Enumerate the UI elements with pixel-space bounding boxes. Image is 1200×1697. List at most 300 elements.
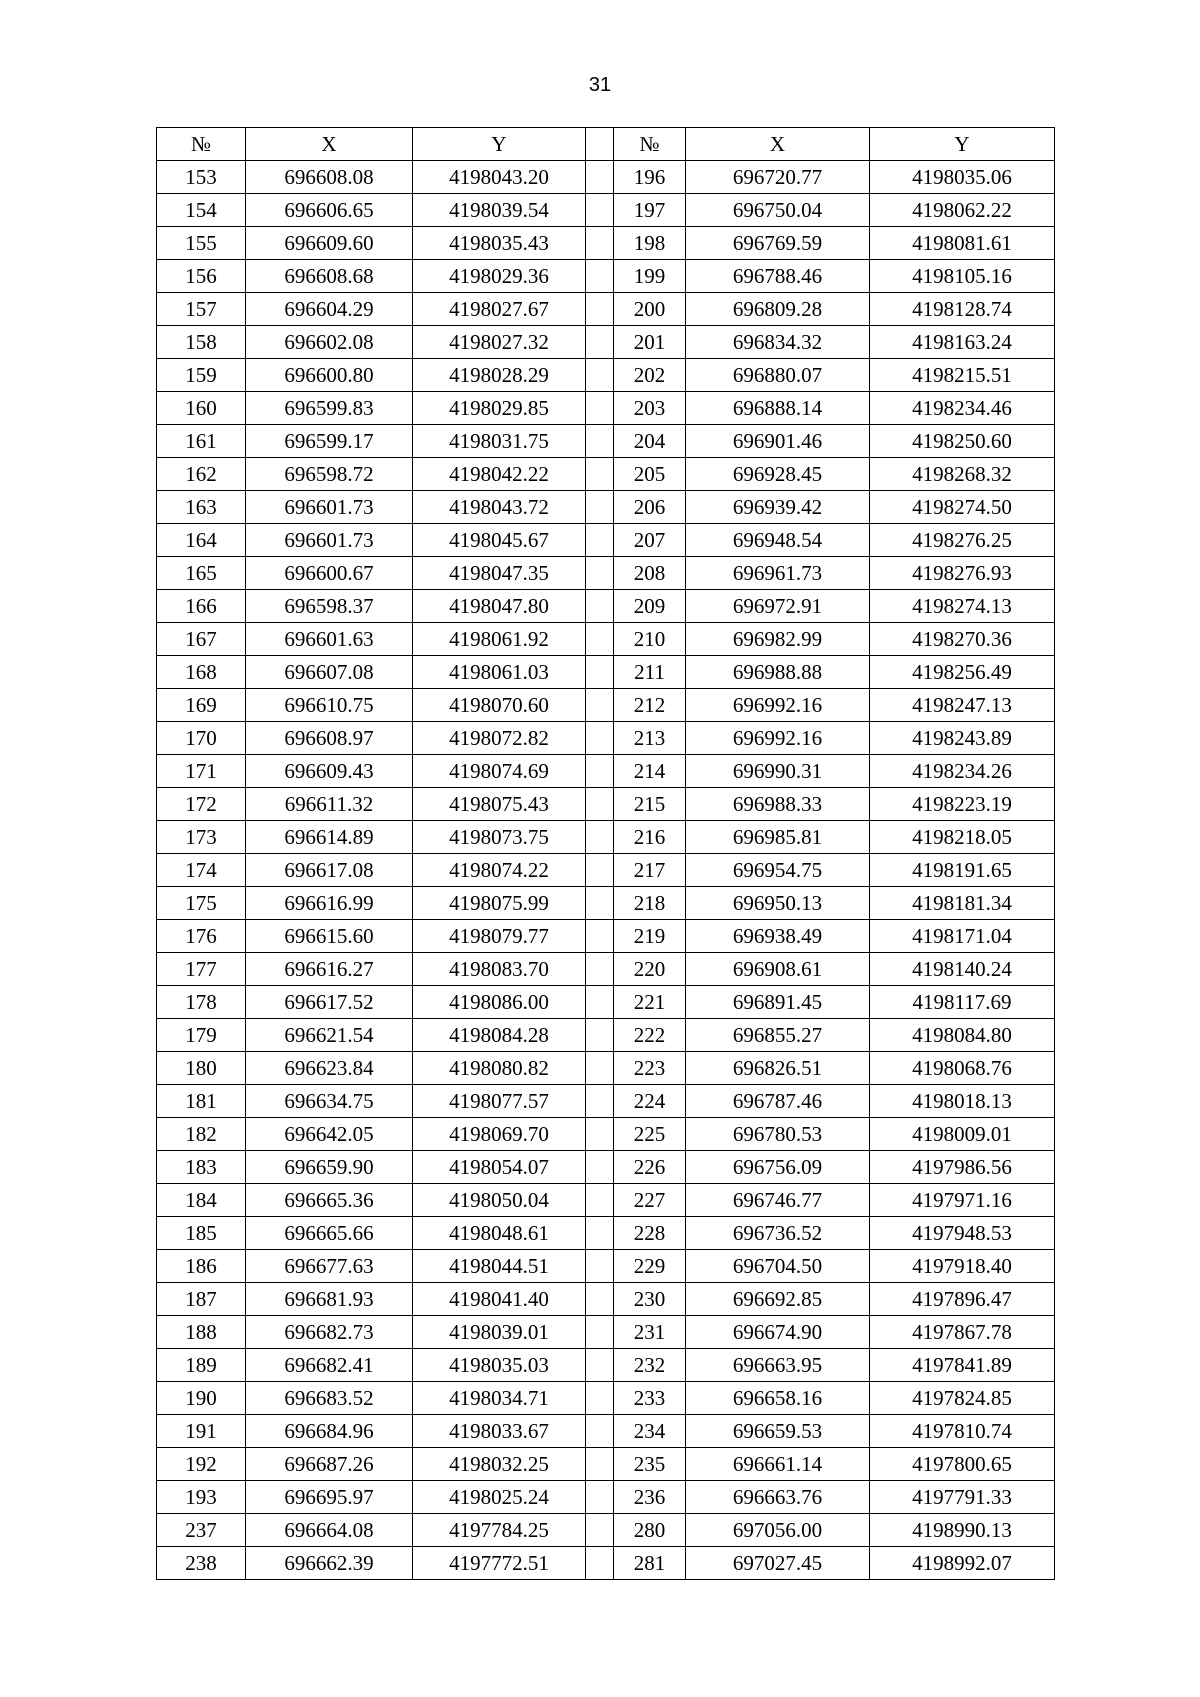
table-row: [157, 1481, 1055, 1514]
y-value-right: 4198274.50: [870, 491, 1055, 524]
y-value-left: 4198035.03: [413, 1349, 586, 1382]
table-row: [157, 920, 1055, 953]
point-number-right: 206: [614, 491, 686, 524]
y-value-right: 4198068.76: [870, 1052, 1055, 1085]
spacer-cell: [586, 1448, 614, 1481]
y-value-left: 4198048.61: [413, 1217, 586, 1250]
x-value-left: 696665.66: [246, 1217, 413, 1250]
table-row: [157, 1349, 1055, 1382]
header-y-left: Y: [413, 128, 586, 161]
spacer-cell: [586, 293, 614, 326]
header-number-right: №: [614, 128, 686, 161]
x-value-right: 696826.51: [686, 1052, 870, 1085]
y-value-right: 4198247.13: [870, 689, 1055, 722]
spacer-cell: [586, 1349, 614, 1382]
x-value-right: 696736.52: [686, 1217, 870, 1250]
spacer-cell: [586, 260, 614, 293]
point-number-left: 174: [157, 854, 246, 887]
point-number-left: 159: [157, 359, 246, 392]
spacer-cell: [586, 194, 614, 227]
table-row: [157, 590, 1055, 623]
y-value-right: 4198081.61: [870, 227, 1055, 260]
point-number-right: 210: [614, 623, 686, 656]
table-row: [157, 392, 1055, 425]
spacer-cell: [586, 590, 614, 623]
point-number-left: 237: [157, 1514, 246, 1547]
y-value-right: 4198117.69: [870, 986, 1055, 1019]
point-number-right: 218: [614, 887, 686, 920]
x-value-right: 696855.27: [686, 1019, 870, 1052]
table-row: [157, 293, 1055, 326]
x-value-left: 696601.73: [246, 524, 413, 557]
coordinates-table: [156, 127, 1055, 1580]
point-number-left: 191: [157, 1415, 246, 1448]
point-number-left: 173: [157, 821, 246, 854]
spacer-cell: [586, 227, 614, 260]
table-body: [157, 161, 1055, 1580]
x-value-right: 696659.53: [686, 1415, 870, 1448]
spacer-cell: [586, 986, 614, 1019]
y-value-right: 4198990.13: [870, 1514, 1055, 1547]
spacer-cell: [586, 755, 614, 788]
point-number-left: 181: [157, 1085, 246, 1118]
point-number-left: 180: [157, 1052, 246, 1085]
x-value-left: 696616.99: [246, 887, 413, 920]
y-value-right: 4198218.05: [870, 821, 1055, 854]
y-value-right: 4198009.01: [870, 1118, 1055, 1151]
x-value-left: 696683.52: [246, 1382, 413, 1415]
x-value-left: 696598.72: [246, 458, 413, 491]
x-value-right: 696950.13: [686, 887, 870, 920]
spacer-cell: [586, 1415, 614, 1448]
y-value-right: 4198105.16: [870, 260, 1055, 293]
y-value-right: 4197867.78: [870, 1316, 1055, 1349]
point-number-right: 222: [614, 1019, 686, 1052]
point-number-left: 172: [157, 788, 246, 821]
table-row: [157, 1382, 1055, 1415]
x-value-right: 696972.91: [686, 590, 870, 623]
point-number-left: 175: [157, 887, 246, 920]
y-value-left: 4198079.77: [413, 920, 586, 953]
y-value-left: 4198045.67: [413, 524, 586, 557]
x-value-right: 696787.46: [686, 1085, 870, 1118]
point-number-right: 216: [614, 821, 686, 854]
y-value-right: 4198018.13: [870, 1085, 1055, 1118]
table-row: [157, 161, 1055, 194]
table-row: [157, 722, 1055, 755]
x-value-left: 696684.96: [246, 1415, 413, 1448]
point-number-right: 208: [614, 557, 686, 590]
spacer-cell: [586, 392, 614, 425]
spacer-cell: [586, 821, 614, 854]
x-value-right: 696788.46: [686, 260, 870, 293]
header-x-right: X: [686, 128, 870, 161]
x-value-left: 696659.90: [246, 1151, 413, 1184]
point-number-right: 232: [614, 1349, 686, 1382]
point-number-left: 182: [157, 1118, 246, 1151]
y-value-left: 4198073.75: [413, 821, 586, 854]
spacer-cell: [586, 887, 614, 920]
spacer-cell: [586, 1283, 614, 1316]
table-row: [157, 1052, 1055, 1085]
spacer-cell: [586, 854, 614, 887]
point-number-right: 197: [614, 194, 686, 227]
y-value-left: 4198072.82: [413, 722, 586, 755]
y-value-left: 4198054.07: [413, 1151, 586, 1184]
x-value-right: 696938.49: [686, 920, 870, 953]
x-value-left: 696682.73: [246, 1316, 413, 1349]
y-value-right: 4197800.65: [870, 1448, 1055, 1481]
y-value-left: 4198042.22: [413, 458, 586, 491]
y-value-left: 4198032.25: [413, 1448, 586, 1481]
y-value-right: 4198256.49: [870, 656, 1055, 689]
y-value-left: 4198044.51: [413, 1250, 586, 1283]
y-value-left: 4197772.51: [413, 1547, 586, 1580]
point-number-left: 238: [157, 1547, 246, 1580]
x-value-left: 696616.27: [246, 953, 413, 986]
y-value-left: 4198086.00: [413, 986, 586, 1019]
spacer-cell: [586, 1250, 614, 1283]
table-row: [157, 821, 1055, 854]
x-value-left: 696617.52: [246, 986, 413, 1019]
point-number-left: 183: [157, 1151, 246, 1184]
point-number-right: 220: [614, 953, 686, 986]
point-number-right: 223: [614, 1052, 686, 1085]
x-value-right: 696891.45: [686, 986, 870, 1019]
point-number-left: 189: [157, 1349, 246, 1382]
point-number-left: 188: [157, 1316, 246, 1349]
spacer-cell: [586, 326, 614, 359]
x-value-right: 696746.77: [686, 1184, 870, 1217]
point-number-right: 230: [614, 1283, 686, 1316]
x-value-right: 696692.85: [686, 1283, 870, 1316]
point-number-right: 214: [614, 755, 686, 788]
point-number-right: 217: [614, 854, 686, 887]
y-value-left: 4198080.82: [413, 1052, 586, 1085]
y-value-left: 4198025.24: [413, 1481, 586, 1514]
x-value-left: 696687.26: [246, 1448, 413, 1481]
x-value-right: 696982.99: [686, 623, 870, 656]
point-number-right: 228: [614, 1217, 686, 1250]
point-number-left: 157: [157, 293, 246, 326]
y-value-right: 4198274.13: [870, 590, 1055, 623]
y-value-left: 4198075.99: [413, 887, 586, 920]
y-value-left: 4198077.57: [413, 1085, 586, 1118]
x-value-left: 696609.60: [246, 227, 413, 260]
y-value-right: 4198223.19: [870, 788, 1055, 821]
x-value-left: 696677.63: [246, 1250, 413, 1283]
table-header-row: [157, 128, 1055, 161]
y-value-left: 4198028.29: [413, 359, 586, 392]
x-value-right: 696954.75: [686, 854, 870, 887]
x-value-left: 696604.29: [246, 293, 413, 326]
x-value-right: 696985.81: [686, 821, 870, 854]
y-value-right: 4198163.24: [870, 326, 1055, 359]
point-number-right: 196: [614, 161, 686, 194]
x-value-right: 697056.00: [686, 1514, 870, 1547]
y-value-right: 4198234.26: [870, 755, 1055, 788]
spacer-cell: [586, 920, 614, 953]
y-value-left: 4198047.35: [413, 557, 586, 590]
table-row: [157, 854, 1055, 887]
table-row: [157, 1217, 1055, 1250]
table-row: [157, 1118, 1055, 1151]
header-x-left: X: [246, 128, 413, 161]
y-value-right: 4198215.51: [870, 359, 1055, 392]
y-value-left: 4198070.60: [413, 689, 586, 722]
table-row: [157, 1514, 1055, 1547]
x-value-left: 696662.39: [246, 1547, 413, 1580]
x-value-right: 696901.46: [686, 425, 870, 458]
point-number-left: 163: [157, 491, 246, 524]
y-value-left: 4198083.70: [413, 953, 586, 986]
y-value-left: 4198074.69: [413, 755, 586, 788]
x-value-right: 696663.95: [686, 1349, 870, 1382]
table-row: [157, 458, 1055, 491]
spacer-cell: [586, 1481, 614, 1514]
point-number-right: 209: [614, 590, 686, 623]
spacer-cell: [586, 524, 614, 557]
y-value-right: 4197986.56: [870, 1151, 1055, 1184]
x-value-right: 696658.16: [686, 1382, 870, 1415]
table-row: [157, 887, 1055, 920]
spacer-cell: [586, 161, 614, 194]
y-value-left: 4198043.72: [413, 491, 586, 524]
y-value-right: 4198276.93: [870, 557, 1055, 590]
point-number-right: 212: [614, 689, 686, 722]
table-row: [157, 755, 1055, 788]
x-value-left: 696642.05: [246, 1118, 413, 1151]
spacer-cell: [586, 491, 614, 524]
y-value-right: 4198084.80: [870, 1019, 1055, 1052]
point-number-right: 280: [614, 1514, 686, 1547]
point-number-left: 185: [157, 1217, 246, 1250]
table-row: [157, 1184, 1055, 1217]
x-value-left: 696607.08: [246, 656, 413, 689]
x-value-left: 696615.60: [246, 920, 413, 953]
point-number-left: 184: [157, 1184, 246, 1217]
y-value-right: 4198276.25: [870, 524, 1055, 557]
point-number-left: 179: [157, 1019, 246, 1052]
y-value-right: 4198243.89: [870, 722, 1055, 755]
spacer-cell: [586, 722, 614, 755]
table-row: [157, 689, 1055, 722]
point-number-right: 221: [614, 986, 686, 1019]
point-number-left: 176: [157, 920, 246, 953]
table-row: [157, 1283, 1055, 1316]
table-row: [157, 623, 1055, 656]
y-value-left: 4198027.32: [413, 326, 586, 359]
table-row: [157, 557, 1055, 590]
y-value-right: 4198181.34: [870, 887, 1055, 920]
x-value-left: 696623.84: [246, 1052, 413, 1085]
y-value-right: 4198270.36: [870, 623, 1055, 656]
y-value-left: 4198084.28: [413, 1019, 586, 1052]
spacer-cell: [586, 1019, 614, 1052]
point-number-left: 165: [157, 557, 246, 590]
point-number-left: 186: [157, 1250, 246, 1283]
x-value-left: 696600.67: [246, 557, 413, 590]
y-value-right: 4198062.22: [870, 194, 1055, 227]
y-value-right: 4197810.74: [870, 1415, 1055, 1448]
point-number-left: 167: [157, 623, 246, 656]
y-value-left: 4198035.43: [413, 227, 586, 260]
spacer-cell: [586, 1316, 614, 1349]
x-value-right: 696880.07: [686, 359, 870, 392]
point-number-left: 154: [157, 194, 246, 227]
table-row: [157, 326, 1055, 359]
point-number-right: 219: [614, 920, 686, 953]
point-number-right: 224: [614, 1085, 686, 1118]
spacer-cell: [586, 623, 614, 656]
x-value-left: 696608.68: [246, 260, 413, 293]
x-value-left: 696599.83: [246, 392, 413, 425]
x-value-right: 696809.28: [686, 293, 870, 326]
x-value-right: 696908.61: [686, 953, 870, 986]
spacer-cell: [586, 656, 614, 689]
point-number-left: 187: [157, 1283, 246, 1316]
x-value-right: 696704.50: [686, 1250, 870, 1283]
table-row: [157, 1448, 1055, 1481]
point-number-right: 211: [614, 656, 686, 689]
x-value-left: 696634.75: [246, 1085, 413, 1118]
point-number-right: 201: [614, 326, 686, 359]
point-number-right: 213: [614, 722, 686, 755]
header-y-right: Y: [870, 128, 1055, 161]
y-value-right: 4198191.65: [870, 854, 1055, 887]
point-number-right: 198: [614, 227, 686, 260]
point-number-left: 166: [157, 590, 246, 623]
point-number-right: 229: [614, 1250, 686, 1283]
spacer-cell: [586, 1217, 614, 1250]
x-value-left: 696600.80: [246, 359, 413, 392]
table-row: [157, 1085, 1055, 1118]
y-value-right: 4197948.53: [870, 1217, 1055, 1250]
spacer-cell: [586, 1085, 614, 1118]
x-value-left: 696681.93: [246, 1283, 413, 1316]
x-value-right: 696988.88: [686, 656, 870, 689]
x-value-right: 697027.45: [686, 1547, 870, 1580]
x-value-left: 696609.43: [246, 755, 413, 788]
point-number-left: 169: [157, 689, 246, 722]
x-value-right: 696834.32: [686, 326, 870, 359]
spacer-cell: [586, 1184, 614, 1217]
y-value-left: 4198041.40: [413, 1283, 586, 1316]
point-number-right: 233: [614, 1382, 686, 1415]
y-value-left: 4198027.67: [413, 293, 586, 326]
spacer-cell: [586, 953, 614, 986]
x-value-right: 696769.59: [686, 227, 870, 260]
y-value-left: 4198033.67: [413, 1415, 586, 1448]
x-value-left: 696598.37: [246, 590, 413, 623]
table-row: [157, 1316, 1055, 1349]
table-row: [157, 260, 1055, 293]
table-row: [157, 194, 1055, 227]
y-value-left: 4198061.03: [413, 656, 586, 689]
point-number-right: 234: [614, 1415, 686, 1448]
point-number-left: 178: [157, 986, 246, 1019]
header-number-left: №: [157, 128, 246, 161]
table-row: [157, 1151, 1055, 1184]
table-row: [157, 656, 1055, 689]
x-value-left: 696608.97: [246, 722, 413, 755]
x-value-left: 696664.08: [246, 1514, 413, 1547]
x-value-right: 696780.53: [686, 1118, 870, 1151]
table-row: [157, 788, 1055, 821]
spacer-cell: [586, 1118, 614, 1151]
spacer-cell: [586, 788, 614, 821]
point-number-right: 205: [614, 458, 686, 491]
x-value-left: 696621.54: [246, 1019, 413, 1052]
y-value-right: 4198171.04: [870, 920, 1055, 953]
y-value-left: 4198074.22: [413, 854, 586, 887]
y-value-right: 4198250.60: [870, 425, 1055, 458]
spacer-cell: [586, 1151, 614, 1184]
y-value-right: 4197824.85: [870, 1382, 1055, 1415]
point-number-left: 160: [157, 392, 246, 425]
point-number-left: 164: [157, 524, 246, 557]
point-number-right: 199: [614, 260, 686, 293]
point-number-right: 281: [614, 1547, 686, 1580]
point-number-right: 215: [614, 788, 686, 821]
y-value-right: 4197896.47: [870, 1283, 1055, 1316]
x-value-left: 696601.73: [246, 491, 413, 524]
table-row: [157, 986, 1055, 1019]
table-row: [157, 1415, 1055, 1448]
x-value-right: 696992.16: [686, 689, 870, 722]
x-value-left: 696599.17: [246, 425, 413, 458]
point-number-right: 226: [614, 1151, 686, 1184]
y-value-right: 4197841.89: [870, 1349, 1055, 1382]
y-value-left: 4198043.20: [413, 161, 586, 194]
x-value-left: 696606.65: [246, 194, 413, 227]
x-value-left: 696617.08: [246, 854, 413, 887]
point-number-right: 235: [614, 1448, 686, 1481]
y-value-right: 4197971.16: [870, 1184, 1055, 1217]
table-row: [157, 1019, 1055, 1052]
x-value-left: 696608.08: [246, 161, 413, 194]
table-row: [157, 953, 1055, 986]
y-value-left: 4198029.85: [413, 392, 586, 425]
x-value-right: 696756.09: [686, 1151, 870, 1184]
point-number-left: 177: [157, 953, 246, 986]
y-value-right: 4198268.32: [870, 458, 1055, 491]
x-value-left: 696614.89: [246, 821, 413, 854]
x-value-right: 696663.76: [686, 1481, 870, 1514]
point-number-left: 170: [157, 722, 246, 755]
x-value-right: 696992.16: [686, 722, 870, 755]
table-row: [157, 227, 1055, 260]
point-number-right: 200: [614, 293, 686, 326]
y-value-left: 4198061.92: [413, 623, 586, 656]
x-value-right: 696990.31: [686, 755, 870, 788]
point-number-left: 156: [157, 260, 246, 293]
point-number-right: 225: [614, 1118, 686, 1151]
y-value-left: 4198039.54: [413, 194, 586, 227]
spacer-cell: [586, 689, 614, 722]
table-row: [157, 359, 1055, 392]
point-number-left: 168: [157, 656, 246, 689]
y-value-left: 4198029.36: [413, 260, 586, 293]
point-number-right: 227: [614, 1184, 686, 1217]
point-number-right: 202: [614, 359, 686, 392]
table-row: [157, 1250, 1055, 1283]
x-value-left: 696602.08: [246, 326, 413, 359]
y-value-left: 4198034.71: [413, 1382, 586, 1415]
point-number-left: 190: [157, 1382, 246, 1415]
spacer-cell: [586, 1514, 614, 1547]
table-row: [157, 491, 1055, 524]
